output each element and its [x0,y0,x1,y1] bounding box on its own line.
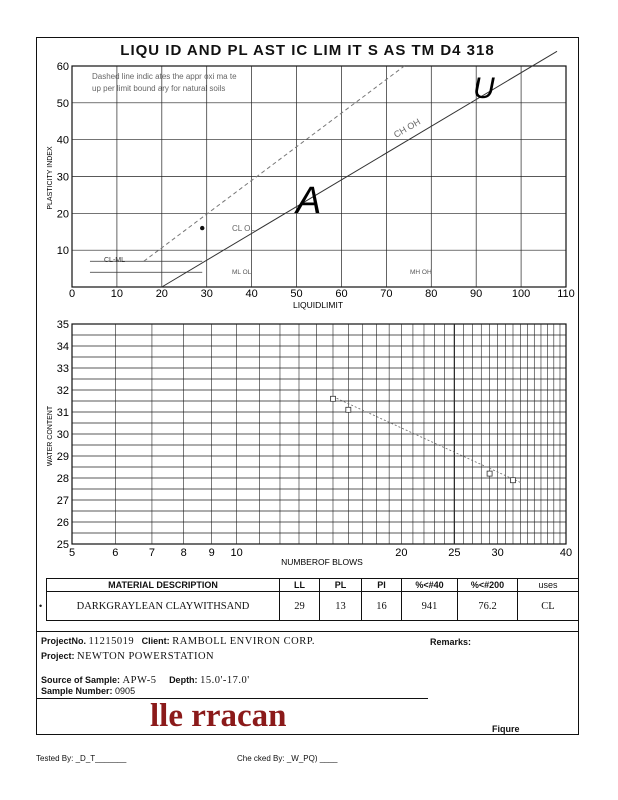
source-label: Source of Sample: [41,675,121,685]
header-pl: PL [320,579,362,592]
a-line-label: A [296,180,322,222]
depth-label: Depth: [169,675,198,685]
header-p200: %<#200 [458,579,518,592]
plasticity-x-tick: 0 [68,288,76,300]
flow-ylabel: WATER CONTENT [47,405,54,467]
plasticity-x-tick: 80 [425,288,438,300]
info-divider [36,631,579,632]
plasticity-ylabel: PLASTICITY INDEX [47,146,54,210]
checked-by-label: Che cked By: [237,754,285,763]
flow-point [510,478,515,483]
project-number-value: 11215019 [88,636,135,647]
flow-x-tick: 10 [230,547,243,559]
plasticity-x-tick: 60 [335,288,348,300]
flow-y-tick: 34 [56,341,69,353]
flow-y-tick: 33 [56,363,69,375]
flow-x-tick: 30 [491,547,504,559]
u-line-label: U [473,72,495,105]
plasticity-y-tick: 60 [56,61,69,73]
cell-pi: 16 [362,592,402,621]
cell-ll: 29 [280,592,320,621]
checked-by-line [237,754,338,763]
plasticity-y-tick: 10 [56,245,69,258]
plasticity-x-tick: 100 [511,288,531,300]
flow-y-tick: 32 [56,385,69,397]
flow-y-tick: 31 [56,407,69,419]
header-ll: LL [280,579,320,592]
project-line [41,651,214,662]
flow-xlabel: NUMBEROF BLOWS [281,557,363,567]
flow-y-tick: 29 [56,451,69,463]
flow-y-tick: 27 [56,495,69,507]
flow-x-tick: 6 [112,547,119,559]
flow-y-tick: 35 [56,319,69,331]
flow-points [330,396,520,482]
tested-by-line [36,754,126,763]
plasticity-x-tick: 40 [245,288,258,300]
material-table [46,578,579,621]
client-value: RAMBOLL ENVIRON CORP. [172,636,316,647]
tested-by-label: Tested By: [36,754,74,763]
tested-by-value: _D_T_______ [75,754,127,763]
flow-y-tick: 26 [56,517,69,529]
flow-grid [72,324,566,544]
source-value: APW-5 [122,675,157,686]
flow-trendline [333,397,520,483]
cell-uscs: CL [518,592,579,621]
zone-ch-oh: CH OH [392,116,423,140]
plasticity-x-tick: 50 [290,288,303,300]
header-pi: PI [362,579,402,592]
flow-x-tick: 5 [68,547,76,559]
depth-value: 15.0'-17.0' [200,675,250,686]
header-p40: %<#40 [402,579,458,592]
plasticity-x-tick: 10 [110,288,124,300]
flow-y-tick: 25 [56,539,69,551]
plasticity-xlabel: LIQUIDLIMIT [292,300,344,310]
flow-y-tick: 30 [56,429,69,441]
sample-number-line [41,686,135,696]
zone-mh-oh: MH OH [410,269,432,276]
plasticity-note-line1: Dashed line indic ates the appr oxi ma te [92,72,237,81]
checked-by-value: _W_PQ) ____ [286,754,338,763]
zone-cl-ml: CL-ML [104,257,126,264]
table-row [47,592,579,621]
flow-x-tick: 9 [208,547,215,559]
flow-ticks [57,319,572,559]
project-value: NEWTON POWERSTATION [77,651,215,662]
flow-y-tick: 28 [56,473,69,485]
plasticity-y-tick: 30 [56,171,69,184]
plasticity-y-tick: 40 [56,134,69,147]
flow-point [487,471,492,476]
flow-x-tick: 8 [180,547,187,559]
flow-x-tick: 20 [395,547,408,559]
plasticity-y-tick: 50 [56,97,69,110]
company-logo: lle rracan [150,698,287,734]
remarks-label: Remarks: [430,637,472,647]
header-uscs: uses [518,579,579,592]
client-label: Client: [141,636,170,646]
flow-point [330,396,335,401]
sample-number-label: Sample Number: [41,686,113,696]
cell-pl: 13 [320,592,362,621]
flow-x-tick: 25 [448,547,461,559]
header-description: MATERIAL DESCRIPTION [47,579,280,592]
cell-description: DARKGRAYLEAN CLAYWITHSAND [47,592,280,621]
plasticity-note-line2: up per limit bound ary for natural soils [92,84,226,93]
project-number-line [41,636,315,647]
cell-p200: 76.2 [458,592,518,621]
project-number-label: ProjectNo. [41,636,87,646]
plasticity-y-tick: 20 [56,208,69,221]
plasticity-x-tick: 70 [380,288,393,300]
cell-p40: 941 [402,592,458,621]
plasticity-x-tick: 20 [155,288,168,300]
figure-label: Fiqure [492,724,520,734]
flow-point [346,407,351,412]
plasticity-x-tick: 110 [557,288,575,300]
flow-x-tick: 7 [148,547,155,559]
source-line [41,675,250,686]
row-bullet: • [39,601,43,611]
project-label: Project: [41,651,75,661]
report-title: LIQU ID AND PL AST IC LIM IT S AS TM D4 318 [120,42,495,59]
plasticity-x-tick: 90 [470,288,483,300]
table-header-row [47,579,579,592]
flow-x-tick: 40 [559,547,573,559]
plasticity-x-tick: 30 [200,288,213,300]
zone-ml-ol: ML OL [232,269,252,276]
zone-cl-ol: CL OL [232,224,255,233]
sample-number-value: 0905 [115,686,136,696]
